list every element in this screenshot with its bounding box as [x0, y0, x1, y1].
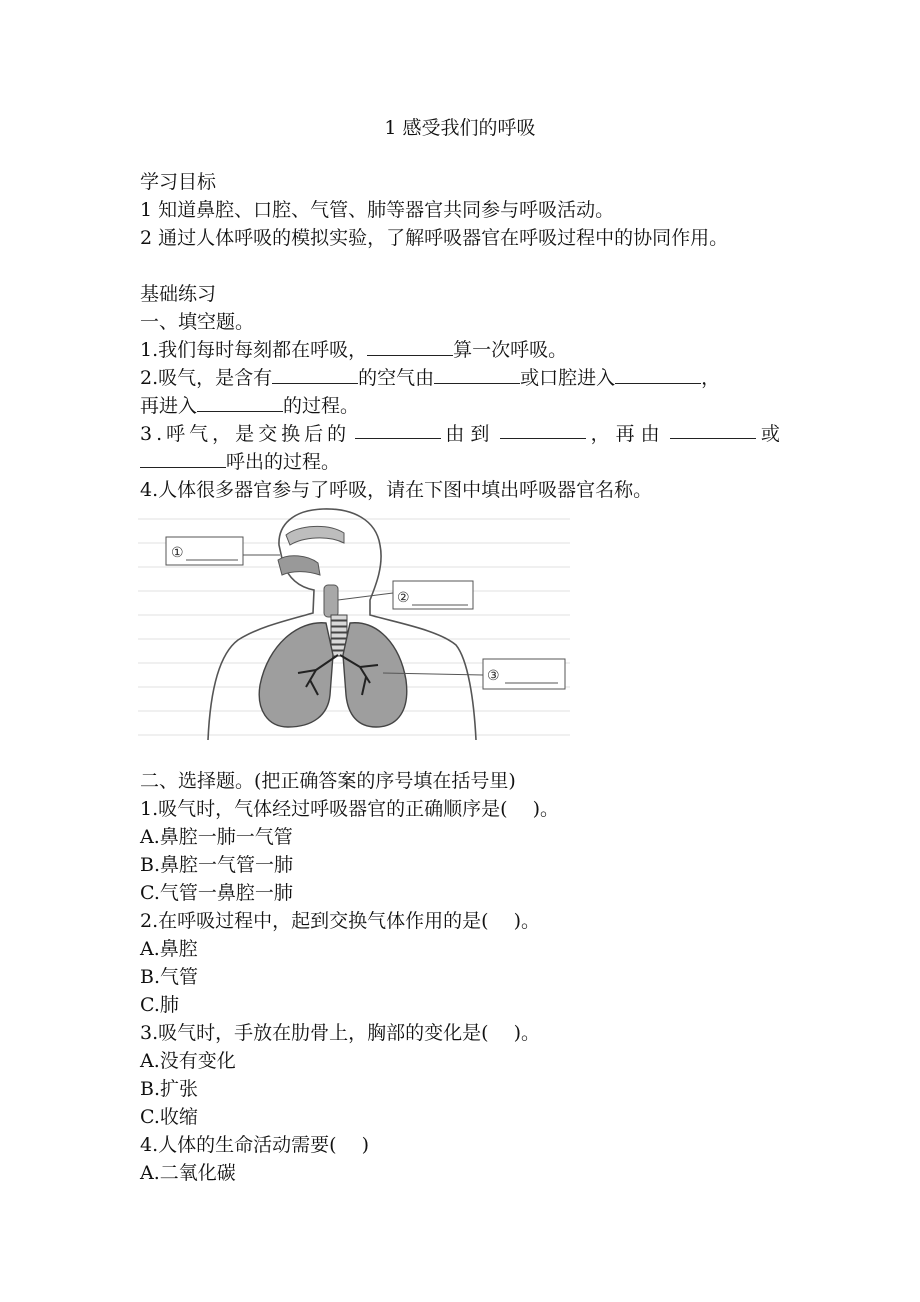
choice-question-2: 2.在呼吸过程中，起到交换气体作用的是( )。: [140, 910, 540, 932]
q2-text-f: 的过程。: [283, 395, 360, 417]
fill-question-3-cont: [140, 448, 340, 476]
answer-blank[interactable]: [197, 393, 283, 412]
answer-blank[interactable]: [500, 420, 586, 439]
choice-option[interactable]: B.气管: [140, 966, 199, 988]
respiratory-system-figure: [138, 505, 570, 740]
goals-heading: 学习目标: [140, 171, 217, 193]
goal-item-1: 1 知道鼻腔、口腔、气管、肺等器官共同参与呼吸活动。: [140, 199, 615, 221]
q3-text-b: 由到: [445, 423, 496, 445]
answer-blank[interactable]: [367, 337, 453, 356]
q2-text-c: 或口腔进入: [520, 367, 616, 389]
choice-heading: 二、选择题。(把正确答案的序号填在括号里): [140, 770, 516, 792]
choice-option[interactable]: A.没有变化: [140, 1050, 236, 1072]
choice-option[interactable]: A.鼻腔一肺一气管: [140, 826, 293, 848]
choice-question-1: 1.吸气时，气体经过呼吸器官的正确顺序是( )。: [140, 798, 559, 820]
goal-item-2: 2 通过人体呼吸的模拟实验，了解呼吸器官在呼吸过程中的协同作用。: [140, 227, 729, 249]
choice-option[interactable]: A.二氧化碳: [140, 1162, 236, 1184]
choice-option[interactable]: C.气管一鼻腔一肺: [140, 882, 293, 904]
fill-question-1: [140, 336, 567, 364]
fill-question-4: 4.人体很多器官参与了呼吸，请在下图中填出呼吸器官名称。: [140, 479, 653, 501]
q2-text-e: 再进入: [140, 395, 198, 417]
fill-question-3: [140, 420, 780, 448]
choice-option[interactable]: C.收缩: [140, 1106, 198, 1128]
choice-option[interactable]: B.扩张: [140, 1078, 199, 1100]
basic-heading: 基础练习: [140, 283, 217, 305]
answer-blank[interactable]: [140, 449, 226, 468]
answer-blank[interactable]: [272, 365, 358, 384]
choice-option[interactable]: B.鼻腔一气管一肺: [140, 854, 294, 876]
answer-blank[interactable]: [434, 365, 520, 384]
answer-blank[interactable]: [670, 420, 756, 439]
q1-text-b: 算一次呼吸。: [453, 339, 568, 361]
q3-text-c: ，再由: [590, 423, 666, 445]
choice-question-4: 4.人体的生命活动需要( ): [140, 1134, 369, 1156]
label-1: ①: [171, 545, 184, 561]
label-2: ②: [397, 590, 410, 606]
label-3: ③: [487, 668, 500, 684]
q2-text-b: 的空气由: [358, 367, 435, 389]
q2-text-d: ，: [701, 367, 721, 389]
page-title: 1 感受我们的呼吸: [384, 117, 536, 139]
q3-text-e: 呼出的过程。: [226, 451, 341, 473]
q3-text-a: 3.呼气，是交换后的: [140, 423, 351, 445]
choice-question-3: 3.吸气时，手放在肋骨上，胸部的变化是( )。: [140, 1022, 540, 1044]
q2-text-a: 2.吸气，是含有: [140, 367, 273, 389]
choice-option[interactable]: C.肺: [140, 994, 179, 1016]
answer-blank[interactable]: [355, 420, 441, 439]
fill-question-2: [140, 364, 720, 392]
q3-text-d: 或: [760, 423, 780, 445]
fill-heading: 一、填空题。: [140, 311, 255, 333]
q1-text-a: 1.我们每时每刻都在呼吸，: [140, 339, 368, 361]
answer-blank[interactable]: [615, 365, 701, 384]
choice-option[interactable]: A.鼻腔: [140, 938, 198, 960]
fill-question-2-cont: [140, 392, 359, 420]
